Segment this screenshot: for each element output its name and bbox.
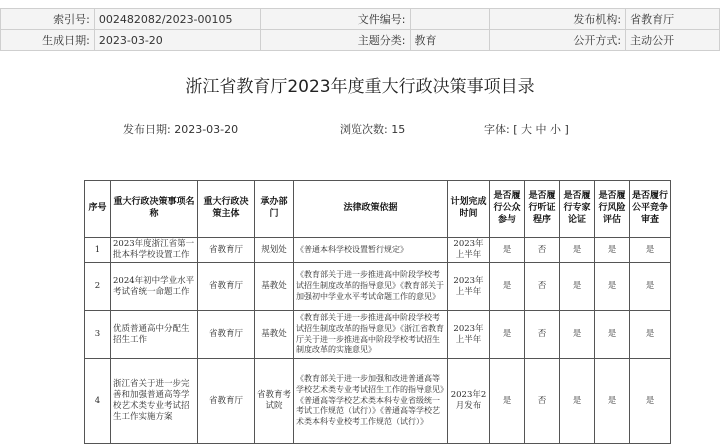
- legal-basis: 《教育部关于进一步推进高中阶段学校考试招生制度改革的指导意见》《教育部关于加强初中学业水平考试命题工作的意见》: [294, 263, 448, 311]
- docno-label: 文件编号:: [260, 9, 410, 30]
- legal-basis: 《教育部关于进一步加强和改进普通高等学校艺术类专业考试招生工作的指导意见》《普通高等学校艺术类本科专业省级统一考试工作规范（试行）》《普通高等学校艺术类本科专业校考工作规范（试行）》: [294, 359, 448, 444]
- public-participation: 是: [490, 311, 525, 359]
- host-department: 省教育考试院: [255, 359, 294, 444]
- fair-competition-review: 是: [630, 238, 671, 263]
- font-large-link[interactable]: 大: [521, 123, 533, 136]
- open-label: 公开方式:: [490, 30, 626, 51]
- host-department: 基教处: [255, 263, 294, 311]
- planned-time: 2023年上半年: [448, 238, 490, 263]
- row-number: 4: [85, 359, 111, 444]
- publish-date: [123, 121, 238, 137]
- decision-name: 2024年初中学业水平考试省统一命题工作: [111, 263, 198, 311]
- decision-subject: 省教育厅: [198, 263, 255, 311]
- metadata-table: [0, 8, 720, 51]
- header-cell: 序号: [85, 181, 111, 238]
- header-cell: 是否履行专家论证: [560, 181, 595, 238]
- view-count: [340, 121, 405, 137]
- planned-time: 2023年2月发布: [448, 359, 490, 444]
- metadata-row: [1, 9, 720, 30]
- hearing: 否: [525, 263, 560, 311]
- risk-assessment: 是: [595, 311, 630, 359]
- metadata-row: [1, 30, 720, 51]
- legal-basis: 《普通本科学校设置暂行规定》: [294, 238, 448, 263]
- font-size-switcher: [484, 121, 569, 137]
- planned-time: 2023年上半年: [448, 311, 490, 359]
- header-cell: 法律政策依据: [294, 181, 448, 238]
- header-cell: 重大行政决策主体: [198, 181, 255, 238]
- font-bracket-open: [: [513, 123, 518, 136]
- page-title: 浙江省教育厅2023年度重大行政决策事项目录: [185, 77, 535, 97]
- decision-name: 优质普通高中分配生招生工作: [111, 311, 198, 359]
- planned-time: 2023年上半年: [448, 263, 490, 311]
- row-number: 3: [85, 311, 111, 359]
- issuer-label: 发布机构:: [490, 9, 626, 30]
- created-label: 生成日期:: [1, 30, 95, 51]
- public-participation: 是: [490, 238, 525, 263]
- decision-subject: 省教育厅: [198, 238, 255, 263]
- hearing: 否: [525, 359, 560, 444]
- expert-review: 是: [560, 311, 595, 359]
- decision-name: 浙江省关于进一步完善和加强普通高等学校艺术类专业考试招生工作实施方案: [111, 359, 198, 444]
- expert-review: 是: [560, 238, 595, 263]
- header-cell: 是否履行公平竞争审查: [630, 181, 671, 238]
- topic-value: 教育: [410, 30, 490, 51]
- font-medium-link[interactable]: 中: [535, 123, 547, 136]
- view-count-value: 15: [391, 123, 406, 136]
- header-cell: 重大行政决策事项名称: [111, 181, 198, 238]
- expert-review: 是: [560, 359, 595, 444]
- risk-assessment: 是: [595, 359, 630, 444]
- issuer-value: 省教育厅: [626, 9, 720, 30]
- open-value: 主动公开: [626, 30, 720, 51]
- public-participation: 是: [490, 359, 525, 444]
- topic-label: 主题分类:: [260, 30, 410, 51]
- risk-assessment: 是: [595, 263, 630, 311]
- decision-subject: 省教育厅: [198, 359, 255, 444]
- header-cell: 是否履行听证程序: [525, 181, 560, 238]
- hearing: 否: [525, 311, 560, 359]
- index-label: 索引号:: [1, 9, 95, 30]
- table-row: [85, 238, 671, 263]
- fair-competition-review: 是: [630, 311, 671, 359]
- docno-value: [410, 9, 490, 30]
- decision-table: [84, 180, 671, 444]
- decision-name: 2023年度浙江省第一批本科学校设置工作: [111, 238, 198, 263]
- fair-competition-review: 是: [630, 263, 671, 311]
- font-bracket-close: ]: [564, 123, 569, 136]
- table-row: [85, 311, 671, 359]
- publish-date-label: 发布日期:: [123, 123, 171, 136]
- header-cell: 计划完成时间: [448, 181, 490, 238]
- header-cell: 是否履行风险评估: [595, 181, 630, 238]
- header-cell: 承办部门: [255, 181, 294, 238]
- public-participation: 是: [490, 263, 525, 311]
- table-row: [85, 263, 671, 311]
- expert-review: 是: [560, 263, 595, 311]
- table-header-row: [85, 181, 671, 238]
- decision-subject: 省教育厅: [198, 311, 255, 359]
- host-department: 规划处: [255, 238, 294, 263]
- host-department: 基教处: [255, 311, 294, 359]
- font-small-link[interactable]: 小: [550, 123, 562, 136]
- created-value: 2023-03-20: [94, 30, 260, 51]
- legal-basis: 《教育部关于进一步推进高中阶段学校考试招生制度改革的指导意见》《浙江省教育厅关于进一步推进高中阶段学校考试招生制度改革的实施意见》: [294, 311, 448, 359]
- fair-competition-review: 是: [630, 359, 671, 444]
- header-cell: 是否履行公众参与: [490, 181, 525, 238]
- index-value: 002482082/2023-00105: [94, 9, 260, 30]
- view-count-label: 浏览次数:: [340, 123, 388, 136]
- risk-assessment: 是: [595, 238, 630, 263]
- row-number: 2: [85, 263, 111, 311]
- publish-date-value: 2023-03-20: [174, 123, 239, 136]
- font-size-label: 字体:: [484, 123, 510, 136]
- hearing: 否: [525, 238, 560, 263]
- table-row: [85, 359, 671, 444]
- row-number: 1: [85, 238, 111, 263]
